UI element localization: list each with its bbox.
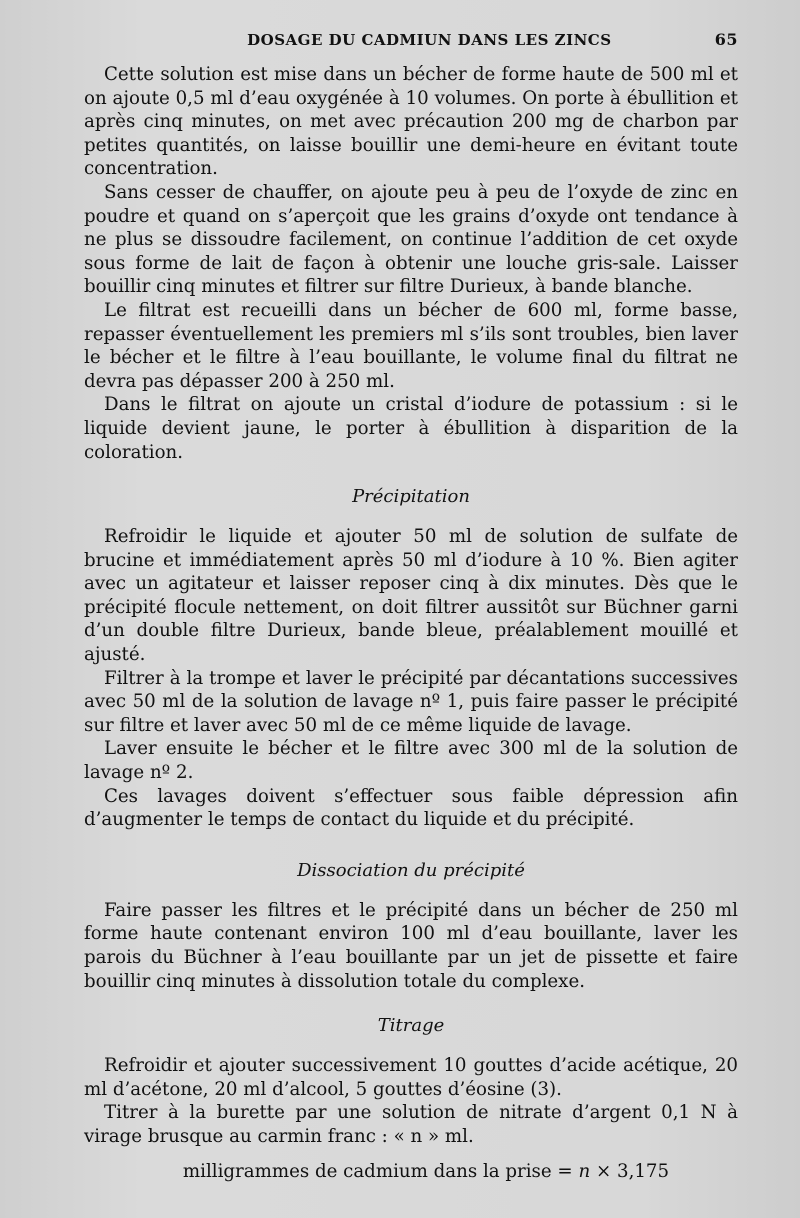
formula-left: milligrammes de cadmium dans la prise = bbox=[182, 1160, 573, 1182]
paragraph: Laver ensuite le bécher et le filtre avec 300 ml de la solution de lavage nº 2. bbox=[84, 738, 738, 784]
paragraph: Le filtrat est recueilli dans un bécher de 600 ml, forme basse, repasser éventuellement les premiers ml s’ils sont troubles, bien laver le bécher et le filtre à l’eau bouillante, le volume final du filtrat ne devra pas dépasser 200 à 250 ml. bbox=[84, 299, 738, 392]
formula-right: × 3,175 bbox=[595, 1160, 670, 1182]
page-number: 65 bbox=[714, 30, 738, 49]
section-heading: Titrage bbox=[377, 1015, 445, 1037]
paragraph: Sans cesser de chauffer, on ajoute peu à peu de l’oxyde de zinc en poudre et quand on s’aperçoit que les grains d’oxyde ont tendance à ne plus se dissoudre facilement, on continue l’addition de cet oxyde sous forme de lait de façon à obtenir une louche gris-sale. Laisser bouillir cinq minutes et filtrer sur filtre Durieux, à bande blanche. bbox=[84, 181, 738, 298]
paragraph: Titrer à la burette par une solution de nitrate d’argent 0,1 N à virage brusque au carmin franc : « n » ml. bbox=[84, 1102, 738, 1147]
paragraph: Refroidir le liquide et ajouter 50 ml de solution de sulfate de brucine et immédiatement après 50 ml d’iodure à 10 %. Bien agiter avec un agitateur et laisser reposer cinq à dix minutes. Dès que le précipité flocule nettement, on doit filtrer aussitôt sur Büchner garni d’un double filtre Durieux, bande bleue, préalablement mouillé et ajusté. bbox=[84, 526, 738, 666]
section-heading: Précipitation bbox=[352, 486, 470, 508]
paragraph: Faire passer les filtres et le précipité dans un bécher de 250 ml forme haute contenant environ 100 ml d’eau bouillante, laver les parois du Büchner à l’eau bouillante par un jet de pissette et faire bouillir cinq minutes à dissolution totale du complexe. bbox=[84, 899, 738, 992]
formula-variable: n bbox=[578, 1160, 591, 1182]
paragraph: Refroidir et ajouter successivement 10 gouttes d’acide acétique, 20 ml d’acétone, 20 ml d’alcool, 5 gouttes d’éosine (3). bbox=[84, 1055, 738, 1100]
paragraph: Cette solution est mise dans un bécher de forme haute de 500 ml et on ajoute 0,5 ml d’eau oxygénée à 10 volumes. On porte à ébullition et après cinq minutes, on met avec précaution 200 mg de charbon par petites quantités, on laisse bouillir une demi-heure en évitant toute concentration. bbox=[84, 64, 738, 180]
header-title: DOSAGE DU CADMIUN DANS LES ZINCS bbox=[247, 31, 612, 49]
titrage-section bbox=[84, 1015, 738, 1181]
formula bbox=[84, 1161, 738, 1182]
running-header bbox=[84, 30, 738, 49]
paragraph: Dans le filtrat on ajoute un cristal d’iodure de potassium : si le liquide devient jaune, le porter à ébullition à disparition de la coloration. bbox=[84, 394, 738, 463]
section-heading: Dissociation du précipité bbox=[297, 859, 525, 881]
dissociation-section bbox=[84, 860, 738, 993]
intro-section bbox=[84, 63, 738, 464]
paragraph: Filtrer à la trompe et laver le précipité par décantations successives avec 50 ml de la solution de lavage nº 1, puis faire passer le précipité sur filtre et laver avec 50 ml de ce même liquide de lavage. bbox=[84, 667, 738, 736]
paragraph: Ces lavages doivent s’effectuer sous faible dépression afin d’augmenter le temps de contact du liquide et du précipité. bbox=[84, 785, 738, 831]
precipitation-section bbox=[84, 486, 738, 832]
